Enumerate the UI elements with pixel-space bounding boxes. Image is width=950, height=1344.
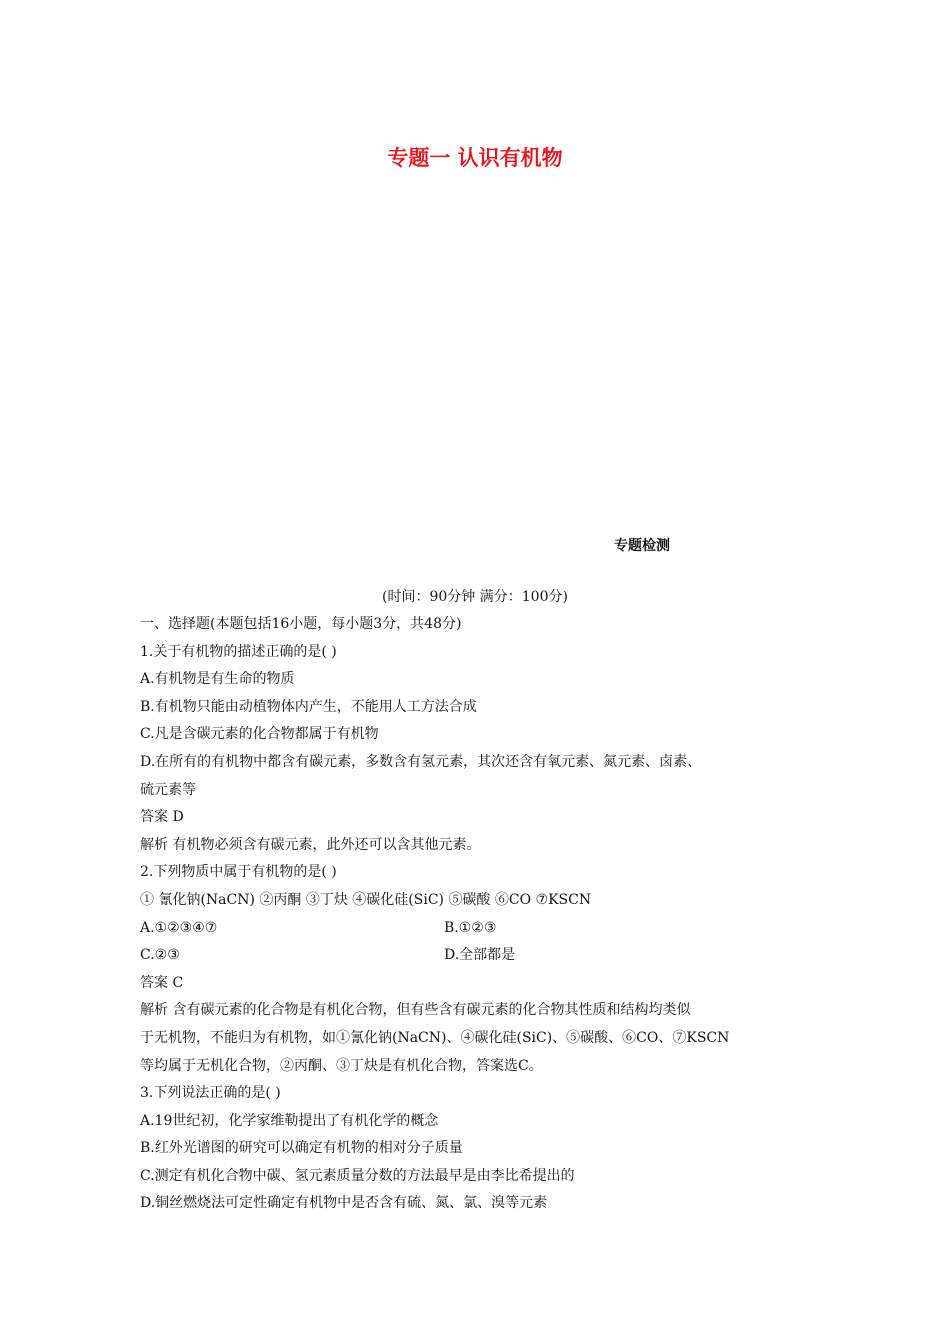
page-title: 专题一 认识有机物 <box>387 146 563 170</box>
question-2-option-a: A.①②③④⑦ <box>140 919 218 936</box>
question-1-analysis: 解析 有机物必须含有碳元素，此外还可以含其他元素。 <box>140 836 481 853</box>
question-3-option-c: C.测定有机化合物中碳、氢元素质量分数的方法最早是由李比希提出的 <box>140 1167 575 1184</box>
question-2-options-row-2 <box>140 942 820 970</box>
question-2-answer: 答案 C <box>140 974 184 991</box>
question-1-option-c: C.凡是含碳元素的化合物都属于有机物 <box>140 726 379 743</box>
exam-info: (时间：90分钟 满分：100分) <box>382 589 568 605</box>
question-2-option-c: C.②③ <box>140 947 180 964</box>
question-2-stem: 2.下列物质中属于有机物的是( ) <box>140 864 337 881</box>
question-2-option-d: D.全部都是 <box>444 947 516 964</box>
question-3-option-d: D.铜丝燃烧法可定性确定有机物中是否含有硫、氮、氯、溴等元素 <box>140 1195 548 1212</box>
question-1-option-a: A.有机物是有生命的物质 <box>140 671 295 688</box>
question-2-analysis-line-2: 于无机物，不能归为有机物，如①氰化钠(NaCN)、④碳化硅(SiC)、⑤碳酸、⑥CO、⑦KSCN <box>140 1029 730 1046</box>
question-body <box>140 611 820 1218</box>
question-3-option-a: A.19世纪初，化学家维勒提出了有机化学的概念 <box>140 1112 439 1129</box>
question-2-options-row-1 <box>140 915 820 943</box>
question-2-analysis-line-1: 解析 含有碳元素的化合物是有机化合物，但有些含有碳元素的化合物其性质和结构均类似 <box>140 1002 691 1019</box>
question-2-option-b: B.①②③ <box>444 919 497 936</box>
question-1-stem: 1.关于有机物的描述正确的是( ) <box>140 643 337 660</box>
question-3-stem: 3.下列说法正确的是( ) <box>140 1085 281 1102</box>
question-3-option-b: B.红外光谱图的研究可以确定有机物的相对分子质量 <box>140 1140 463 1157</box>
question-1-option-b: B.有机物只能由动植物体内产生，不能用人工方法合成 <box>140 698 477 715</box>
section-heading: 专题检测 <box>614 538 670 554</box>
section1-heading: 一、选择题(本题包括16小题，每小题3分，共48分) <box>140 616 462 632</box>
question-1-option-d-cont: 硫元素等 <box>140 781 196 798</box>
question-1-option-d: D.在所有的有机物中都含有碳元素，多数含有氢元素，其次还含有氧元素、氮元素、卤素、 <box>140 753 702 770</box>
question-1-answer: 答案 D <box>140 809 184 826</box>
question-2-analysis-line-3: 等均属于无机化合物，②丙酮、③丁炔是有机化合物，答案选C。 <box>140 1057 543 1074</box>
question-2-substances: ① 氰化钠(NaCN) ②丙酮 ③丁炔 ④碳化硅(SiC) ⑤碳酸 ⑥CO ⑦KSCN <box>140 891 592 908</box>
